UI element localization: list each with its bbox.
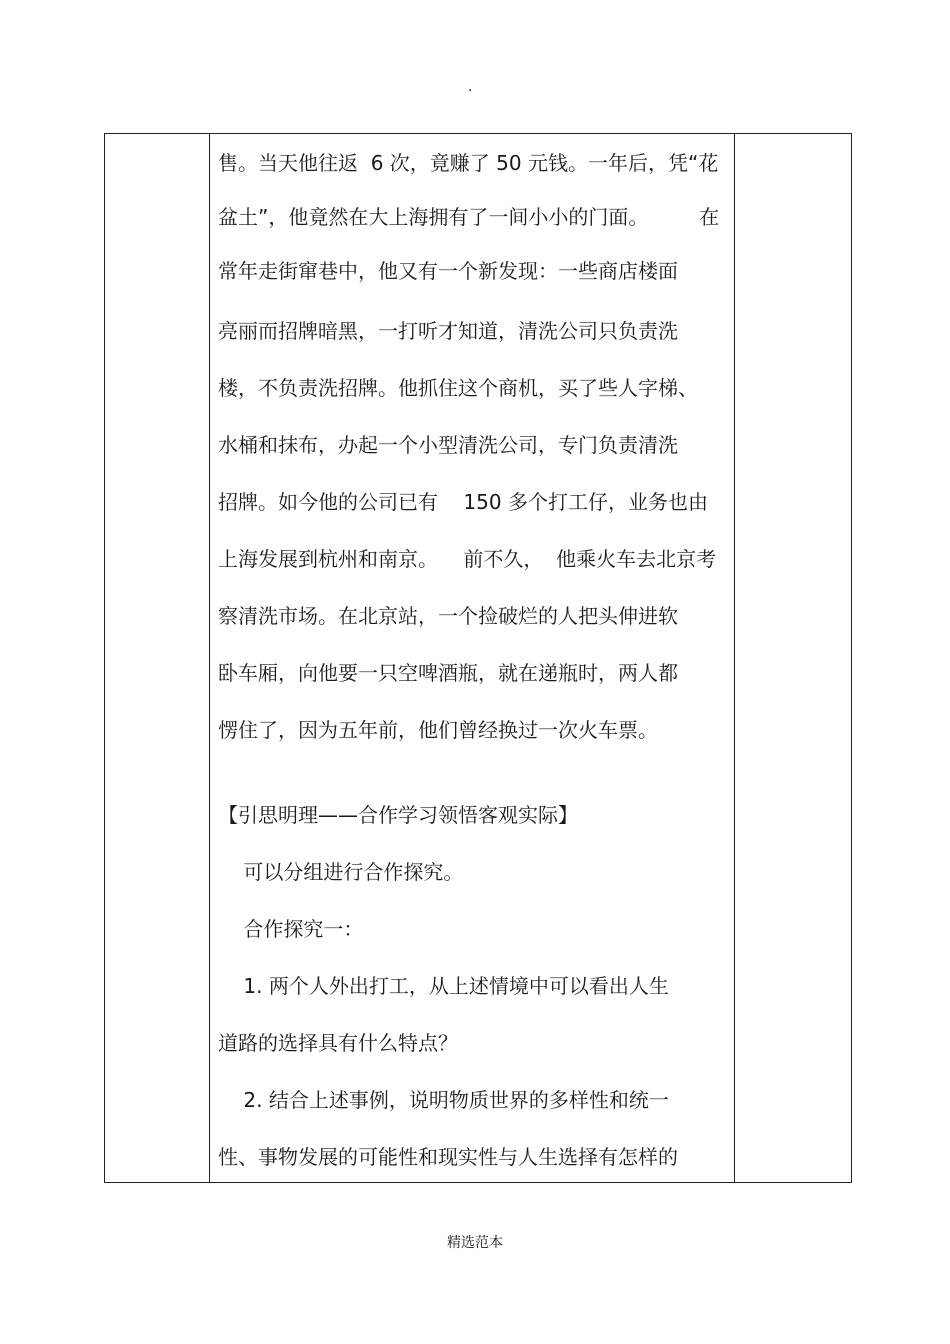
text-line: 楼，不负责洗招牌。他抓住这个商机，买了些人字梯、 xyxy=(218,376,698,400)
text-line: 盆土”，他竟然在大上海拥有了一间小小的门面。 在 xyxy=(218,205,720,229)
page-footer: 精选范本 xyxy=(447,1235,503,1251)
table-column-divider-right xyxy=(734,134,735,1182)
text-line: 愣住了，因为五年前，他们曾经换过一次火车票。 xyxy=(218,718,658,742)
question-line: 性、事物发展的可能性和现实性与人生选择有怎样的 xyxy=(218,1145,678,1169)
text-line: 可以分组进行合作探究。 xyxy=(218,860,464,884)
question-line: 道路的选择具有什么特点？ xyxy=(218,1031,458,1055)
text-line: 察清洗市场。在北京站，一个捡破烂的人把头伸进软 xyxy=(218,604,678,628)
text-line: 卧车厢，向他要一只空啤酒瓶，就在递瓶时，两人都 xyxy=(218,661,678,685)
text-line: 招牌。如今他的公司已有 150 多个打工仔，业务也由 xyxy=(218,490,708,514)
text-line: 亮丽而招牌暗黑，一打听才知道，清洗公司只负责洗 xyxy=(218,319,678,343)
question-line: 1. 两个人外出打工，从上述情境中可以看出人生 xyxy=(218,974,669,998)
text-line: 水桶和抹布，办起一个小型清洗公司，专门负责清洗 xyxy=(218,433,678,457)
header-mark: . xyxy=(468,79,473,95)
section-heading: 【引思明理——合作学习领悟客观实际】 xyxy=(218,803,578,827)
table-column-divider-left xyxy=(209,134,210,1182)
question-line: 2. 结合上述事例，说明物质世界的多样性和统一 xyxy=(218,1088,669,1112)
text-line: 上海发展到杭州和南京。 前不久， 他乘火车去北京考 xyxy=(218,547,717,571)
text-line: 常年走街窜巷中，他又有一个新发现：一些商店楼面 xyxy=(218,259,678,283)
content-table xyxy=(104,133,852,1183)
text-line: 售。当天他往返 6 次，竟赚了 50 元钱。一年后，凭“花 xyxy=(218,151,719,175)
text-line: 合作探究一： xyxy=(218,917,364,941)
